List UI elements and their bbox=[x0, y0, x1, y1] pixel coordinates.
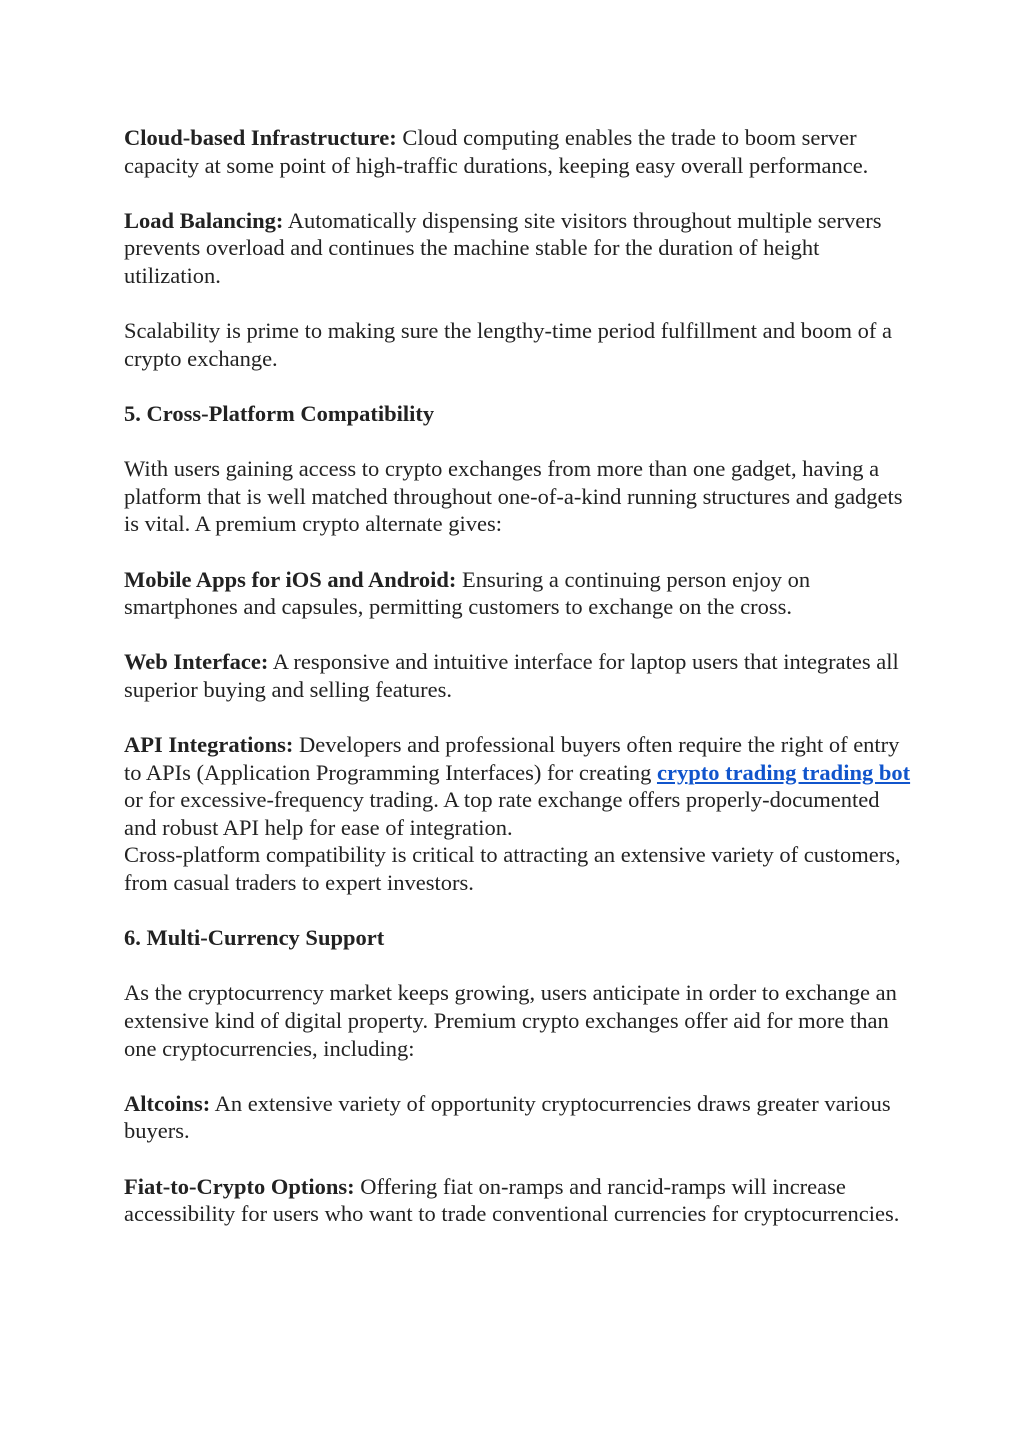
load-balancing-text: Automatically dispensing site visitors throughout multiple servers prevents overload and continues the machine stable for the duration of height utilization. bbox=[124, 207, 882, 288]
mobile-apps-text: Ensuring a continuing person enjoy on smartphones and capsules, permitting customers to exchange on the cross. bbox=[124, 566, 811, 620]
mobile-apps-paragraph bbox=[124, 566, 914, 621]
section-5-heading-text: 5. Cross-Platform Compatibility bbox=[124, 400, 435, 426]
section-6-heading-text: 6. Multi-Currency Support bbox=[124, 925, 385, 951]
cross-platform-summary: Cross-platform compatibility is critical to attracting an extensive variety of customers, from casual traders to expert investors. bbox=[124, 842, 901, 896]
fiat-to-crypto-term: Fiat-to-Crypto Options: bbox=[124, 1173, 355, 1199]
cloud-infrastructure-text: Cloud computing enables the trade to boom server capacity at some point of high-traffic durations, keeping easy overall performance. bbox=[124, 125, 869, 178]
api-integrations-text-after: or for excessive-frequency trading. A top rate exchange offers properly-documented and robust API help for ease of integration. bbox=[124, 787, 880, 840]
load-balancing-paragraph bbox=[124, 207, 914, 290]
api-integrations-paragraph bbox=[124, 731, 914, 841]
crypto-trading-bot-link[interactable]: crypto trading trading bot bbox=[656, 759, 911, 785]
altcoins-paragraph bbox=[124, 1090, 914, 1145]
api-integrations-text-before: Developers and professional buyers often require the right of entry to APIs (Application Programming Interfaces) for creating bbox=[124, 732, 900, 785]
cloud-infrastructure-paragraph bbox=[124, 124, 914, 179]
mobile-apps-term: Mobile Apps for iOS and Android: bbox=[124, 566, 457, 592]
scalability-summary: Scalability is prime to making sure the lengthy-time period fulfillment and boom of a crypto exchange. bbox=[124, 318, 892, 371]
load-balancing-term: Load Balancing: bbox=[124, 207, 284, 233]
altcoins-text: An extensive variety of opportunity cryptocurrencies draws greater various buyers. bbox=[124, 1090, 891, 1144]
cloud-infrastructure-term: Cloud-based Infrastructure: bbox=[124, 125, 397, 150]
section-5-intro: With users gaining access to crypto exchanges from more than one gadget, having a platform that is well matched throughout one-of-a-kind running structures and gadgets is vital. A premium crypto alternate gives: bbox=[124, 456, 903, 537]
altcoins-term: Altcoins: bbox=[124, 1090, 211, 1116]
web-interface-text: A responsive and intuitive interface for laptop users that integrates all superior buying and selling features. bbox=[124, 649, 899, 702]
document-page bbox=[124, 124, 914, 1255]
fiat-to-crypto-text: Offering fiat on-ramps and rancid-ramps will increase accessibility for users who want to trade conventional currencies for cryptocurrencies. bbox=[124, 1173, 900, 1227]
section-6-intro: As the cryptocurrency market keeps growing, users anticipate in order to exchange an extensive kind of digital property. Premium crypto exchanges offer aid for more than one cryptocurrencies, including: bbox=[124, 980, 897, 1061]
fiat-to-crypto-paragraph bbox=[124, 1173, 914, 1228]
web-interface-term: Web Interface: bbox=[124, 649, 269, 675]
web-interface-paragraph bbox=[124, 648, 914, 703]
section-6-heading bbox=[124, 924, 914, 952]
api-integrations-term: API Integrations: bbox=[124, 732, 294, 758]
section-5-heading bbox=[124, 400, 914, 428]
